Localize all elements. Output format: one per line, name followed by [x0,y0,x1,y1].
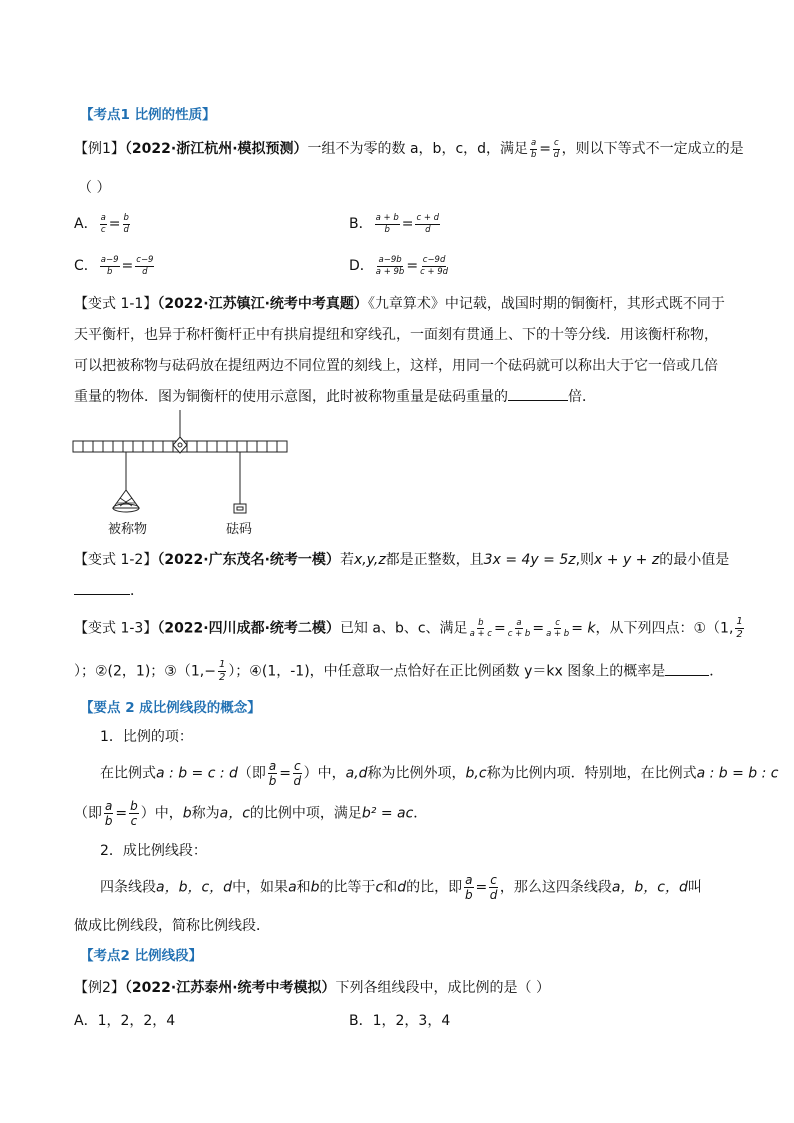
example2-stem: 【例2】（2022·江苏泰州·统考中考模拟）下列各组线段中，成比例的是（ ） [74,980,550,996]
example2-option-b: B．1，2，3，4 [349,1013,451,1029]
answer-blank[interactable] [508,388,568,401]
example2-option-a: A．1，2，2，4 [74,1013,176,1029]
condition-fraction-3: $\frac{c}{a + b}$ [546,617,570,639]
figure-label-object: 被称物 [108,522,148,537]
example1-stem [74,138,744,159]
variant12-prefix: 【变式 1-2】 [74,552,158,568]
condition-equals: = [539,141,551,157]
condition-fraction-2: $\frac{c}{d}$ [553,138,560,160]
example1-answer-paren: （ ） [78,180,111,196]
item2-line2: 做成比例线段，简称比例线段． [74,918,270,934]
option-d-fraction-left: $\frac{a-9b}{a + 9b}$ [375,255,405,277]
example1-stem-a: 一组不为零的数 a，b，c，d，满足 [307,141,529,157]
variant12-source: （2022·广东茂名·统考一模） [157,552,340,568]
variant13-source: （2022·四川成都·统考二模） [157,620,340,637]
example1-prefix: 【例1】 [74,141,125,157]
variant11-prefix: 【变式 1-1】 [74,296,158,312]
variant13-line1: 【变式 1-3】（2022·四川成都·统考二模）已知 a、b、c、满足 $\frac{b}{a + c}$ = $\frac{a}{c + b}$ = $\frac{c}{a + b}$ = k，从下列四点：①（1, $\frac{1}{2}$ [74,616,743,640]
example1-stem-b: ，则以下等式不一定成立的是 [561,141,744,157]
variant11-source: （2022·江苏镇江·统考中考真题） [157,296,368,312]
mean-fraction-left: $\frac{a}{b}$ [104,799,113,828]
variant11-line1: 【变式 1-1】（2022·江苏镇江·统考中考真题）《九章算术》中记载，战国时期的铜衡杆，其形式既不同于 [74,296,725,312]
proportion-fraction-left: $\frac{a}{b}$ [268,759,277,788]
option-a-label: A． [74,216,98,232]
option-b: B． $\frac{a + b}{b}$ = $\frac{c + d}{d}$ [349,213,440,235]
balance-beam-figure [70,410,292,538]
point3-fraction: $\frac{1}{2}$ [218,659,226,683]
variant11-line3: 可以把被称物与砝码放在提纽两边不同位置的刻线上，这样，用同一个砝码就可以称出大于它一倍或几倍 [74,358,718,374]
example2-source: （2022·江苏泰州·统考中考模拟） [124,980,336,996]
option-c: C． $\frac{a-9}{b}$ = $\frac{c-9}{d}$ [74,255,154,277]
section-heading-point1: 【考点1 比例的性质】 [80,107,216,123]
section-heading-key2: 【要点 2 成比例线段的概念】 [80,700,261,716]
option-c-label: C． [74,258,98,274]
answer-blank[interactable] [74,582,130,595]
section-heading-point2: 【考点2 比例线段】 [80,948,203,964]
answer-blank[interactable] [665,663,709,676]
option-c-fraction-left: $\frac{a-9}{b}$ [100,255,119,277]
option-d: D． $\frac{a-9b}{a + 9b}$ = $\frac{c-9d}{c + 9d}$ [349,255,449,277]
mean-fraction-right: $\frac{b}{c}$ [130,799,138,828]
figure-label-weight: 砝码 [226,522,253,537]
item1-line2: （即 $\frac{a}{b}$ = $\frac{b}{c}$ ）中，b称为a，c的比例中项，满足b² = ac． [74,799,428,828]
segment-fraction-right: $\frac{c}{d}$ [489,873,498,902]
variant11-line2: 天平衡杆，也异于称杆衡杆正中有拱肩提纽和穿线孔，一面刻有贯通上、下的十等分线．用该衡杆称物， [74,327,718,343]
item2-title: 2．成比例线段： [100,843,207,859]
variant12-line: 【变式 1-2】（2022·广东茂名·统考一模）若x,y,z都是正整数，且3x = 4y = 5z,则x + y + z的最小值是 [74,552,730,568]
example1-source: （2022·浙江杭州·模拟预测） [124,141,308,157]
option-b-fraction-right: $\frac{c + d}{d}$ [416,213,440,235]
option-a-fraction-right: $\frac{b}{d}$ [123,213,129,235]
item1-line1: 在比例式a : b = c : d（即 $\frac{a}{b}$ = $\frac{c}{d}$ ）中，a,d称为比例外项，b,c称为比例内项．特别地，在比例式a : b = b : c [100,759,779,788]
segment-fraction-left: $\frac{a}{b}$ [465,873,473,902]
option-b-fraction-left: $\frac{a + b}{b}$ [375,213,399,235]
proportion-fraction-right: $\frac{c}{d}$ [293,759,302,788]
item1-title: 1．比例的项： [100,729,193,745]
option-a: A． $\frac{a}{c}$ = $\frac{b}{d}$ [74,213,129,235]
condition-fraction-1: $\frac{b}{a + c}$ [469,617,492,639]
option-a-fraction-left: $\frac{a}{c}$ [100,213,106,235]
option-c-fraction-right: $\frac{c-9}{d}$ [136,255,154,277]
example2-prefix: 【例2】 [74,980,125,996]
condition-fraction-2: $\frac{a}{c + b}$ [507,617,531,639]
variant13-prefix: 【变式 1-3】 [74,620,158,637]
point1-fraction: $\frac{1}{2}$ [736,616,743,640]
option-b-label: B． [349,216,373,232]
variant11-line4: 重量的物体．图为铜衡杆的使用示意图，此时被称物重量是砝码重量的 倍． [74,389,596,405]
option-d-label: D． [349,258,374,274]
variant12-blank-line: ． [74,580,144,600]
condition-fraction-1: $\frac{a}{b}$ [530,138,537,160]
variant13-line2: ）；②(2，1)；③（1,− $\frac{1}{2}$ ）；④(1，-1)，中任意取一点恰好在正比例函数 y＝kx 图象上的概率是 ． [74,659,724,683]
option-d-fraction-right: $\frac{c-9d}{c + 9d}$ [420,255,449,277]
item2-line1: 四条线段a，b，c，d中，如果a和b的比等于c和d的比，即 $\frac{a}{b}$ = $\frac{c}{d}$ ，那么这四条线段a，b，c，d叫 [100,873,702,902]
